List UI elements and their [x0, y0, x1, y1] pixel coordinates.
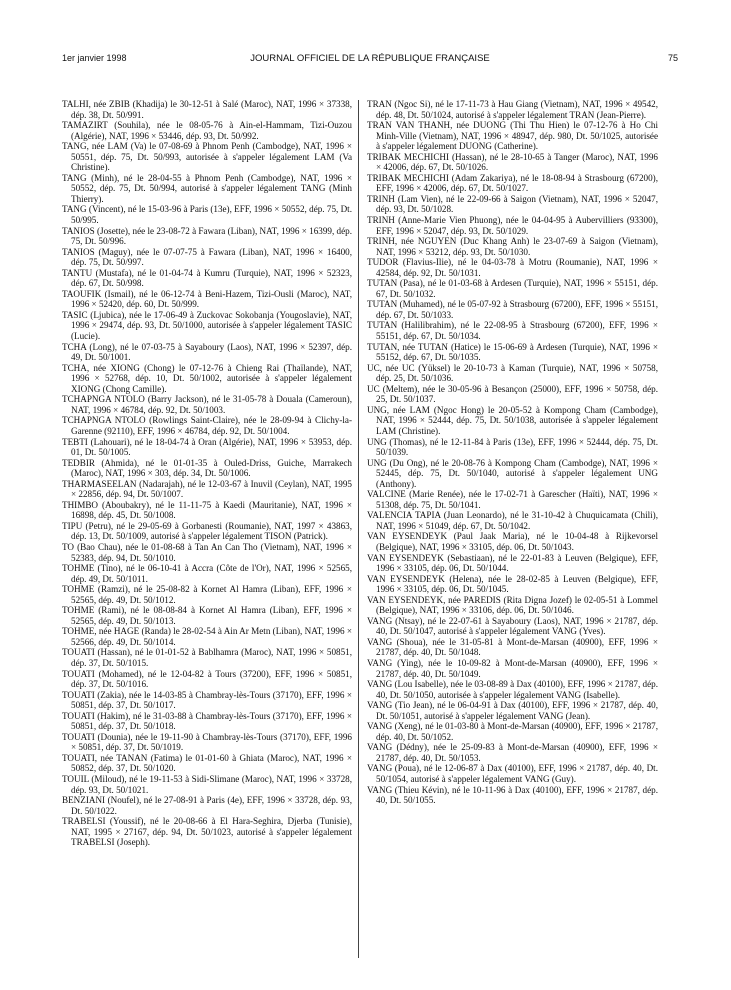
decree-entry: TRAN (Ngoc Si), né le 17-11-73 à Hau Giang (Vietnam), NAT, 1996 × 49542, dép. 48, Dt. 50/1024, autorisé à s'appeler légalement TRAN (Jean-Pierre).	[367, 99, 658, 120]
decree-entry: TOHME (Rami), né le 08-08-84 à Kornet Al Hamra (Liban), EFF, 1996 × 52565, dép. 49, Dt. 50/1013.	[62, 605, 352, 626]
decree-entry: TUTAN (Pasa), né le 01-03-68 à Ardesen (Turquie), NAT, 1996 × 55151, dép. 67, Dt. 50/1032.	[367, 278, 658, 299]
decree-entry: TEDBIR (Ahmida), né le 01-01-35 à Ouled-Driss, Guiche, Marrakech (Maroc), NAT, 1996 × 303, dép. 34, Dt. 50/1006.	[62, 457, 352, 479]
decree-entry: THARMASEELAN (Nadarajah), né le 12-03-67 à Inuvil (Ceylan), NAT, 1995 × 22856, dép. 94, Dt. 50/1007.	[62, 478, 352, 500]
decree-entry: TCHA (Long), né le 07-03-75 à Sayaboury (Laos), NAT, 1996 × 52397, dép. 49, Dt. 50/1001.	[62, 341, 352, 363]
decree-entry: VAN EYSENDEYK (Sebastiaan), né le 22-01-83 à Leuven (Belgique), EFF, 1996 × 33105, dép. 06, Dt. 50/1044.	[367, 552, 658, 574]
decree-entry: TOUATI (Dounia), née le 19-11-90 à Chambray-lès-Tours (37170), EFF, 1996 × 50851, dép. 37, Dt. 50/1019.	[62, 731, 352, 753]
decree-entry: TALHI, née ZBIB (Khadija) le 30-12-51 à Salé (Maroc), NAT, 1996 × 37338, dép. 38, Dt. 50/991.	[62, 99, 352, 120]
decree-entry: VAN EYSENDEYK (Helena), née le 28-02-85 à Leuven (Belgique), EFF, 1996 × 33105, dép. 06, Dt. 50/1045.	[367, 573, 658, 595]
decree-entry: TRINH (Lam Vien), né le 22-09-66 à Saigon (Vietnam), NAT, 1996 × 52047, dép. 93, Dt. 50/1028.	[367, 193, 658, 215]
decree-entry: UNG (Thomas), né le 12-11-84 à Paris (13e), EFF, 1996 × 52444, dép. 75, Dt. 50/1039.	[367, 436, 658, 458]
decree-entry: TOUATI, née TANAN (Fatima) le 01-01-60 à Ghiata (Maroc), NAT, 1996 × 50852, dép. 37, Dt. 50/1020.	[62, 752, 352, 774]
decree-entry: VANG (Xeng), né le 01-03-80 à Mont-de-Marsan (40900), EFF, 1996 × 21787, dép. 40, Dt. 50/1052.	[367, 721, 658, 742]
decree-entry: TOHME (Ramzi), né le 25-08-82 à Kornet Al Hamra (Liban), EFF, 1996 × 52565, dép. 49, Dt. 50/1012.	[62, 584, 352, 605]
decree-entry: TOUATI (Zakia), née le 14-03-85 à Chambray-lès-Tours (37170), EFF, 1996 × 50851, dép. 37, Dt. 50/1017.	[62, 689, 352, 711]
decree-entry: TIPU (Petru), né le 29-05-69 à Gorbanesti (Roumanie), NAT, 1997 × 43863, dép. 13, Dt. 50/1009, autorisé à s'appeler légalement TISON (Patrick).	[62, 520, 352, 542]
decree-entry: VAN EYSENDEYK, née PAREDIS (Rita Digna Jozef) le 02-05-51 à Lommel (Belgique), NAT, 1996 × 33106, dép. 06, Dt. 50/1046.	[367, 594, 658, 616]
decree-entry: TRIBAK MECHICHI (Hassan), né le 28-10-65 à Tanger (Maroc), NAT, 1996 × 42006, dép. 67, Dt. 50/1026.	[367, 151, 658, 173]
decree-entry: TAOUFIK (Ismail), né le 06-12-74 à Beni-Hazem, Tizi-Ousli (Maroc), NAT, 1996 × 52420, dép. 60, Dt. 50/999.	[62, 288, 352, 310]
decree-entry: VANG (Tio Jean), né le 06-04-91 à Dax (40100), EFF, 1996 × 21787, dép. 40, Dt. 50/1051, autorisé à s'appeler légalement VANG (Jean).	[367, 700, 658, 721]
decree-entry: TANIOS (Maguy), née le 07-07-75 à Fawara (Liban), NAT, 1996 × 16400, dép. 75, Dt. 50/997.	[62, 246, 352, 268]
decree-entry: TOUATI (Hakim), né le 31-03-88 à Chambray-lès-Tours (37170), EFF, 1996 × 50851, dép. 37, Dt. 50/1018.	[62, 710, 352, 732]
decree-entry: TASIC (Ljubica), née le 17-06-49 à Zuckovac Sokobanja (Yougoslavie), NAT, 1996 × 29474, dép. 93, Dt. 50/1000, autorisée à s'appeler légalement TASIC (Lucie).	[62, 309, 352, 342]
decree-entry: VANG (Ying), née le 10-09-82 à Mont-de-Marsan (40900), EFF, 1996 × 21787, dép. 40, Dt. 50/1049.	[367, 657, 658, 679]
decree-entry: VALENCIA TAPIA (Juan Leonardo), né le 31-10-42 à Chuquicamata (Chili), NAT, 1996 × 51049, dép. 67, Dt. 50/1042.	[367, 510, 658, 531]
decree-entry: UNG, née LAM (Ngoc Hong) le 20-05-52 à Kompong Cham (Cambodge), NAT, 1996 × 52444, dép. 75, Dt. 50/1038, autorisée à s'appeler légalement LAM (Christine).	[367, 404, 658, 436]
decree-entry: VANG (Dédny), née le 25-09-83 à Mont-de-Marsan (40900), EFF, 1996 × 21787, dép. 40, Dt. 50/1053.	[367, 742, 658, 763]
header-title: JOURNAL OFFICIEL DE LA RÉPUBLIQUE FRANÇAISE	[250, 53, 490, 64]
decree-entry: TRAN VAN THANH, née DUONG (Thi Thu Hien) le 07-12-76 à Ho Chi Minh-Ville (Vietnam), NAT, 1996 × 48947, dép. 980, Dt. 50/1025, autorisée à s'appeler légalement DUONG (Catherine).	[367, 120, 658, 152]
header-date: 1er janvier 1998	[62, 53, 127, 63]
decree-entry: TO (Bao Chau), née le 01-08-68 à Tan An Can Tho (Vietnam), NAT, 1996 × 52383, dép. 94, Dt. 50/1010.	[62, 541, 352, 563]
decree-entry: TOUATI (Mohamed), né le 12-04-82 à Tours (37200), EFF, 1996 × 50851, dép. 37, Dt. 50/1016.	[62, 668, 352, 690]
decree-entry: TOHME (Tino), né le 06-10-41 à Accra (Côte de l'Or), NAT, 1996 × 52565, dép. 49, Dt. 50/1011.	[62, 563, 352, 584]
page-number: 75	[667, 53, 678, 63]
decree-entry: TAMAZIRT (Souhila), née le 08-05-76 à Ain-el-Hammam, Tizi-Ouzou (Algérie), NAT, 1996 × 53446, dép. 93, Dt. 50/992.	[62, 120, 352, 141]
decree-entry: VAN EYSENDEYK (Paul Jaak Maria), né le 10-04-48 à Rijkevorsel (Belgique), NAT, 1996 × 33105, dép. 06, Dt. 50/1043.	[367, 531, 658, 552]
decree-entry: VANG (Lou Isabelle), née le 03-08-89 à Dax (40100), EFF, 1996 × 21787, dép. 40, Dt. 50/1050, autorisée à s'appeler légalement VANG (Isabelle).	[367, 679, 658, 700]
decree-entry: TUTAN (Muhamed), né le 05-07-92 à Strasbourg (67200), EFF, 1996 × 55151, dép. 67, Dt. 50/1033.	[367, 299, 658, 320]
decree-entry: UC (Meltem), née le 30-05-96 à Besançon (25000), EFF, 1996 × 50758, dép. 25, Dt. 50/1037.	[367, 383, 658, 405]
decree-entry: TEBTI (Lahouari), né le 18-04-74 à Oran (Algérie), NAT, 1996 × 53953, dép. 01, Dt. 50/1005.	[62, 436, 352, 458]
left-column	[62, 99, 352, 848]
page-header	[62, 53, 678, 67]
decree-entry: TCHA, née XIONG (Chong) le 07-12-76 à Chieng Rai (Thaïlande), NAT, 1996 × 52768, dép. 10, Dt. 50/1002, autorisée à s'appeler légalement XIONG (Chong Camille).	[62, 362, 352, 394]
decree-entry: TUDOR (Flavius-Ilie), né le 04-03-78 à Motru (Roumanie), NAT, 1996 × 42584, dép. 92, Dt. 50/1031.	[367, 257, 658, 278]
decree-entry: VANG (Thieu Kévin), né le 10-11-96 à Dax (40100), EFF, 1996 × 21787, dép. 40, Dt. 50/1055.	[367, 784, 658, 806]
decree-entry: VANG (Ntsay), né le 22-07-61 à Sayaboury (Laos), NAT, 1996 × 21787, dép. 40, Dt. 50/1047, autorisé à s'appeler légalement VANG (Yves).	[367, 615, 658, 637]
decree-entry: TCHAPNGA NTOLO (Barry Jackson), né le 31-05-78 à Douala (Cameroun), NAT, 1996 × 46784, dép. 92, Dt. 50/1003.	[62, 394, 352, 415]
decree-entry: TANG (Minh), né le 28-04-55 à Phnom Penh (Cambodge), NAT, 1996 × 50552, dép. 75, Dt. 50/994, autorisé à s'appeler légalement TANG (Minh Thierry).	[62, 172, 352, 204]
decree-entry: TANG (Vincent), né le 15-03-96 à Paris (13e), EFF, 1996 × 50552, dép. 75, Dt. 50/995.	[62, 204, 352, 226]
decree-entry: VALCINE (Marie Renée), née le 17-02-71 à Garescher (Haïti), NAT, 1996 × 51308, dép. 75, Dt. 50/1041.	[367, 489, 658, 510]
decree-entry: TRINH, née NGUYEN (Duc Khang Anh) le 23-07-69 à Saigon (Vietnam), NAT, 1996 × 53212, dép. 93, Dt. 50/1030.	[367, 236, 658, 257]
decree-entry: TRABELSI (Youssif), né le 20-08-66 à El Hara-Seghira, Djerba (Tunisie), NAT, 1995 × 27167, dép. 94, Dt. 50/1023, autorisé à s'appeler légalement TRABELSI (Joseph).	[62, 816, 352, 848]
decree-entry: TUTAN (Halilibrahim), né le 22-08-95 à Strasbourg (67200), EFF, 1996 × 55151, dép. 67, Dt. 50/1034.	[367, 320, 658, 342]
decree-entry: TRINH (Anne-Marie Vien Phuong), née le 04-04-95 à Aubervilliers (93300), EFF, 1996 × 52047, dép. 93, Dt. 50/1029.	[367, 215, 658, 236]
decree-entry: VANG (Shoua), née le 31-05-81 à Mont-de-Marsan (40900), EFF, 1996 × 21787, dép. 40, Dt. 50/1048.	[367, 636, 658, 658]
decree-entry: TRIBAK MECHICHI (Adam Zakariya), né le 18-08-94 à Strasbourg (67200), EFF, 1996 × 42006, dép. 67, Dt. 50/1027.	[367, 172, 658, 194]
decree-entry: TCHAPNGA NTOLO (Rowlings Saint-Claire), née le 28-09-94 à Clichy-la-Garenne (92110), EFF, 1996 × 46784, dép. 92, Dt. 50/1004.	[62, 415, 352, 436]
decree-entry: THIMBO (Aboubakry), né le 11-11-75 à Kaedi (Mauritanie), NAT, 1996 × 16898, dép. 45, Dt. 50/1008.	[62, 499, 352, 521]
decree-entry: TANG, née LAM (Va) le 07-08-69 à Phnom Penh (Cambodge), NAT, 1996 × 50551, dép. 75, Dt. 50/993, autorisée à s'appeler légalement LAM (Va Christine).	[62, 141, 352, 173]
decree-entry: TANIOS (Josette), née le 23-08-72 à Fawara (Liban), NAT, 1996 × 16399, dép. 75, Dt. 50/996.	[62, 225, 352, 247]
decree-entry: TOHME, née HAGE (Randa) le 28-02-54 à Ain Ar Metn (Liban), NAT, 1996 × 52566, dép. 49, Dt. 50/1014.	[62, 626, 352, 647]
decree-entry: TUTAN, née TUTAN (Hatice) le 15-06-69 à Ardesen (Turquie), NAT, 1996 × 55152, dép. 67, Dt. 50/1035.	[367, 341, 658, 363]
decree-entry: BENZIANI (Noufel), né le 27-08-91 à Paris (4e), EFF, 1996 × 33728, dép. 93, Dt. 50/1022.	[62, 795, 352, 816]
decree-entry: TOUATI (Hassan), né le 01-01-52 à Bablhamra (Maroc), NAT, 1996 × 50851, dép. 37, Dt. 50/1015.	[62, 647, 352, 668]
column-divider	[358, 100, 359, 958]
decree-entry: UNG (Du Ong), né le 20-08-76 à Kompong Cham (Cambodge), NAT, 1996 × 52445, dép. 75, Dt. 50/1040, autorisé à s'appeler légalement UNG (Anthony).	[367, 457, 658, 489]
decree-entry: VANG (Poua), né le 12-06-87 à Dax (40100), EFF, 1996 × 21787, dép. 40, Dt. 50/1054, autorisé à s'appeler légalement VANG (Guy).	[367, 763, 658, 784]
decree-entry: TOUIL (Miloud), né le 19-11-53 à Sidi-Slimane (Maroc), NAT, 1996 × 33728, dép. 93, Dt. 50/1021.	[62, 774, 352, 795]
decree-entry: TANTU (Mustafa), né le 01-04-74 à Kumru (Turquie), NAT, 1996 × 52323, dép. 67, Dt. 50/998.	[62, 267, 352, 289]
decree-entry: UC, née UC (Yüksel) le 20-10-73 à Kaman (Turquie), NAT, 1996 × 50758, dép. 25, Dt. 50/1036.	[367, 362, 658, 384]
right-column	[367, 99, 658, 806]
